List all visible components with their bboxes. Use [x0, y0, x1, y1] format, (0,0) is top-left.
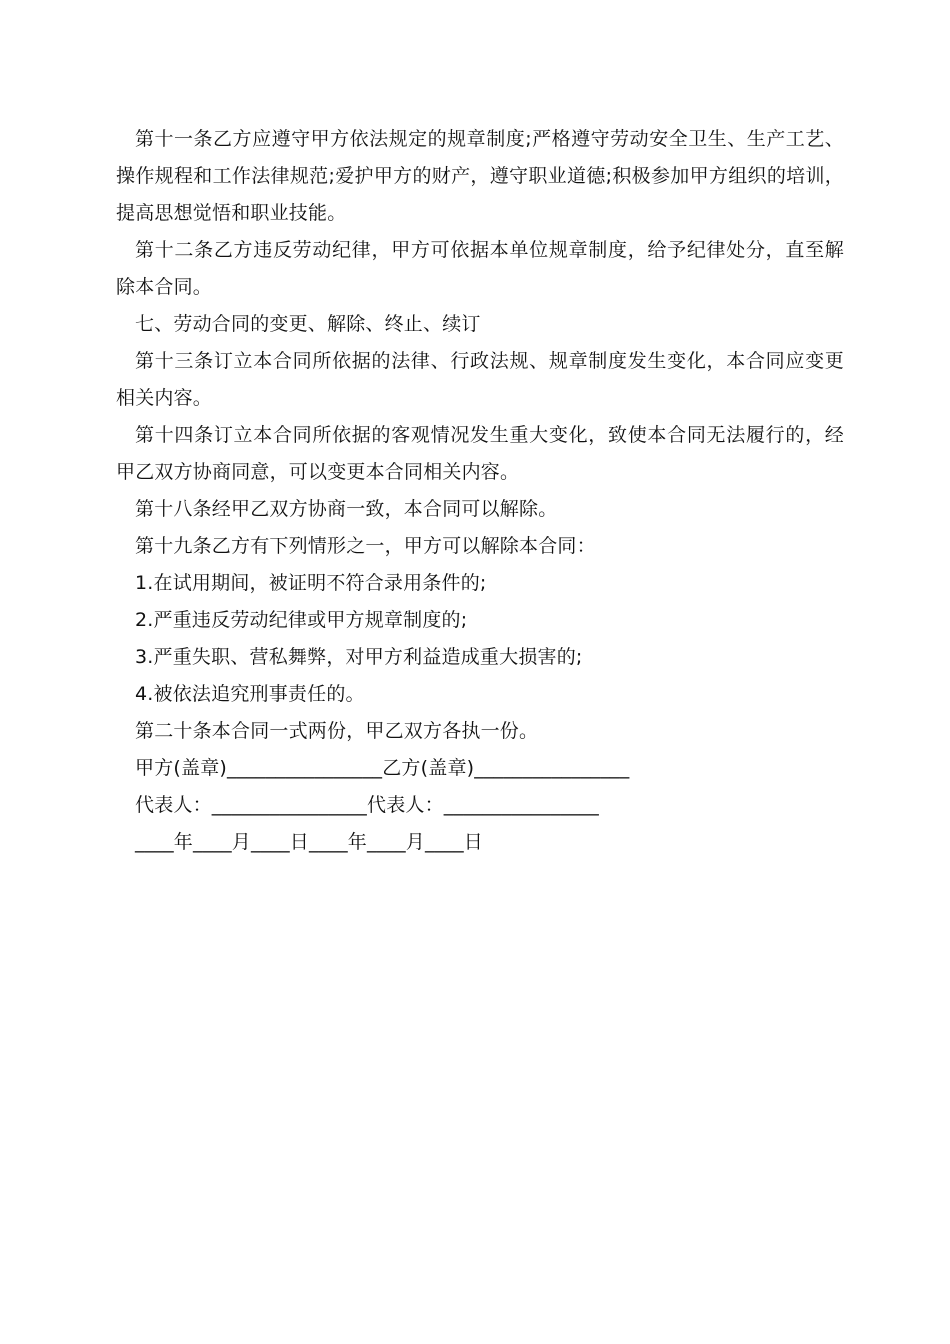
article-20: 第二十条本合同一式两份，甲乙双方各执一份。: [135, 720, 539, 742]
signature-representative-line: 代表人：________________代表人：________________: [135, 794, 600, 816]
document-body: [116, 121, 844, 861]
list-item-4: 4.被依法追究刑事责任的。: [135, 683, 365, 705]
signature-seal-line: 甲方(盖章)________________乙方(盖章)________________: [135, 757, 630, 779]
article-11: 第十一条乙方应遵守甲方依法规定的规章制度;严格遵守劳动安全卫生、生产工艺、操作规程和工作法律规范;爱护甲方的财产，遵守职业道德;积极参加甲方组织的培训，提高思想觉悟和职业技能。: [116, 128, 844, 224]
section-heading-contract-changes: 七、劳动合同的变更、解除、终止、续订: [135, 313, 481, 335]
article-18: 第十八条经甲乙双方协商一致，本合同可以解除。: [135, 498, 558, 520]
list-item-1: 1.在试用期间，被证明不符合录用条件的;: [135, 572, 487, 594]
list-item-3: 3.严重失职、营私舞弊，对甲方利益造成重大损害的;: [135, 646, 583, 668]
signature-date-line: ____年____月____日____年____月____日: [135, 831, 484, 853]
article-13: 第十三条订立本合同所依据的法律、行政法规、规章制度发生变化，本合同应变更相关内容。: [116, 350, 844, 409]
article-14: 第十四条订立本合同所依据的客观情况发生重大变化，致使本合同无法履行的，经甲乙双方协商同意，可以变更本合同相关内容。: [116, 424, 844, 483]
list-item-2: 2.严重违反劳动纪律或甲方规章制度的;: [135, 609, 468, 631]
article-12: 第十二条乙方违反劳动纪律，甲方可依据本单位规章制度，给予纪律处分，直至解除本合同。: [116, 239, 844, 298]
article-19: 第十九条乙方有下列情形之一，甲方可以解除本合同：: [135, 535, 596, 557]
